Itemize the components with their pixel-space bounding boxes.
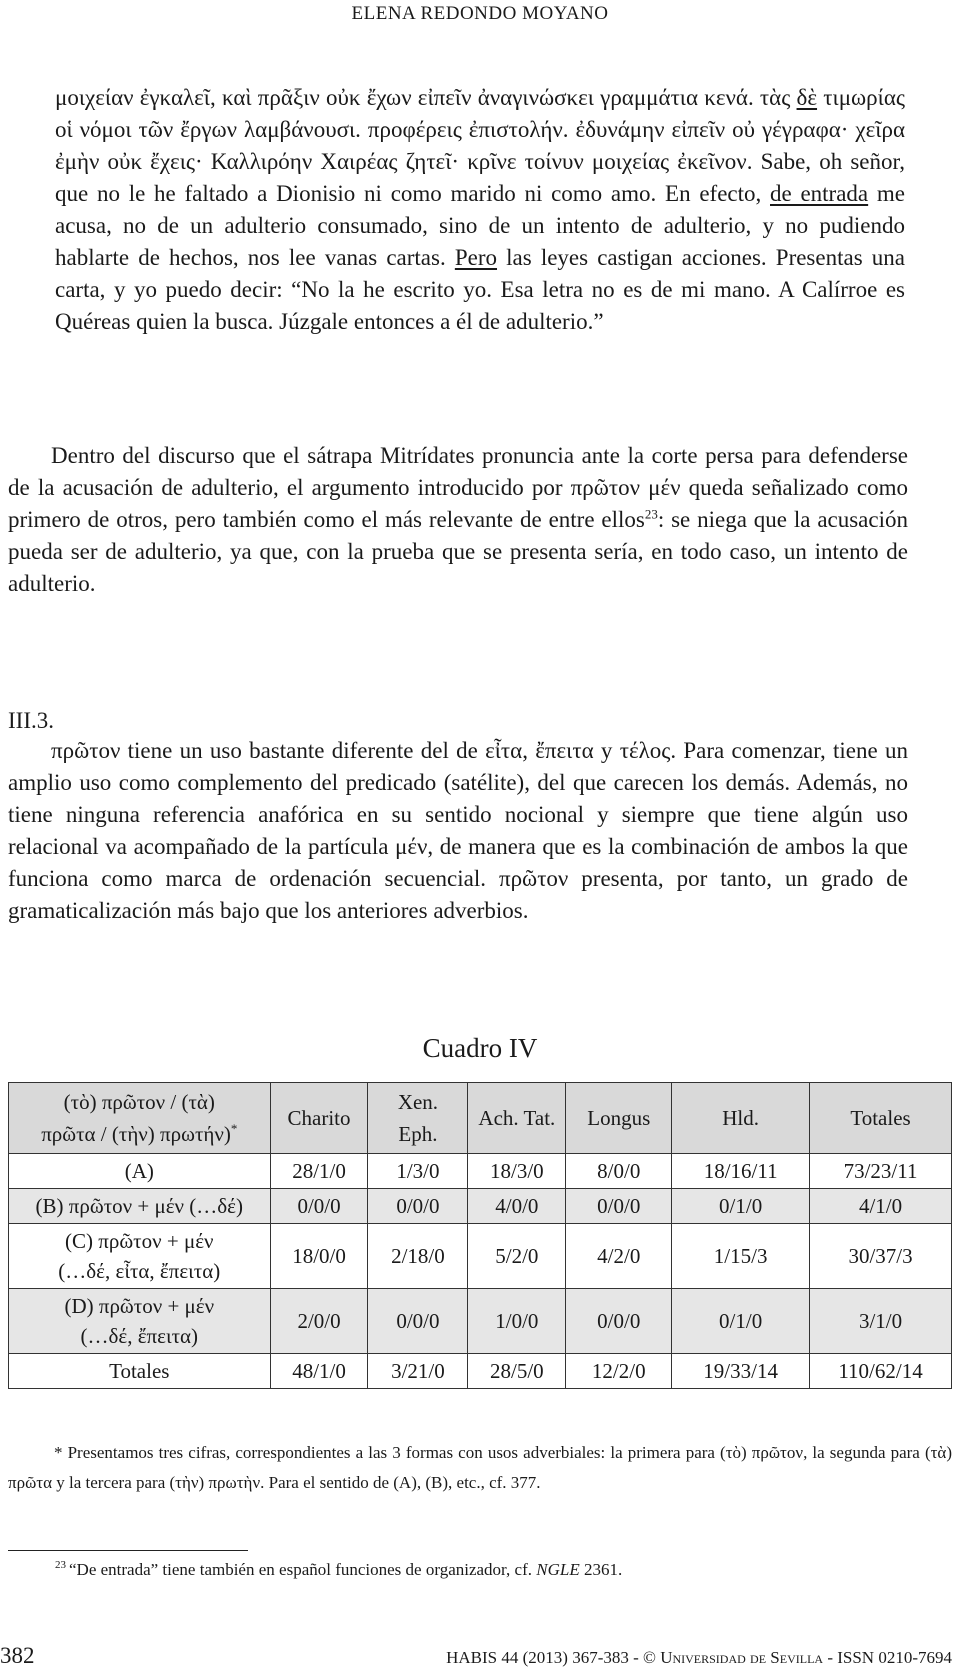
table-cell: 18/0/0 bbox=[270, 1224, 368, 1289]
row-label: (C) πρῶτον + μέν (…δέ, εἶτα, ἔπειτα) bbox=[9, 1224, 271, 1289]
quote-segment: τιμωρίας οἱ νόμοι τῶν ἔργων λαμβάνουσι. προφέρεις ἐπιστολήν. ἐδυνάμην εἰπεῖν οὐ γέγραφα· χεῖρα ἐμὴν οὐκ ἔχεις· Καλλιρόην Χαιρέας ζητεῖ· κρῖνε τοίνυν μοιχείας ἐκεῖνον. Sabe, oh señor, que no le he faltado a Dionisio ni como marido ni como amo. En efecto, bbox=[55, 85, 905, 206]
underlined-word: Pero bbox=[454, 245, 498, 270]
body-paragraph-2: πρῶτον tiene un uso bastante diferente del de εἶτα, ἔπειτα y τέλος. Para comenzar, tiene un amplio uso como complemento del predicado (satélite), del que carecen los demás. Además, no tiene ninguna referencia anafórica en su sentido nocional y siempre que tiene algún uso relacional va acompañado de la partícula μέν, de manera que es la combinación de ambos la que funciona como marca de ordenación secuencial. πρῶτον presenta, por tanto, un grado de gramaticalización más bajo que los anteriores adverbios. bbox=[8, 738, 908, 923]
table-cell: 0/0/0 bbox=[566, 1289, 672, 1354]
footnote-divider bbox=[8, 1550, 248, 1551]
footnote: $^{23}$ “De entrada” tiene también en español funciones de organizador, cf. NGLE 2361. bbox=[55, 1559, 623, 1579]
footnote-reference[interactable]: 23 bbox=[644, 506, 658, 522]
table-cell: 1/3/0 bbox=[368, 1154, 468, 1189]
table-cell: 18/16/11 bbox=[672, 1154, 810, 1189]
quote-text bbox=[55, 82, 905, 338]
table-cell: 0/1/0 bbox=[672, 1189, 810, 1224]
table-cell: 4/0/0 bbox=[468, 1189, 566, 1224]
table-row bbox=[9, 1224, 952, 1289]
underlined-particle: δὲ bbox=[796, 85, 818, 110]
table-cell: 0/0/0 bbox=[566, 1189, 672, 1224]
table-cell: 110/62/14 bbox=[810, 1354, 952, 1389]
table-cell: 0/1/0 bbox=[672, 1289, 810, 1354]
quote-segment: las leyes castigan acciones. Presentas una carta, y yo puedo decir: “No la he escrito yo. Esa letra no es de mi mano. A Calírroe es Quéreas quien la busca. Júzgale entonces a él de adulterio.” bbox=[55, 245, 905, 334]
header-cell-xen-eph: Xen. Eph. bbox=[368, 1083, 468, 1154]
table-cell: 18/3/0 bbox=[468, 1154, 566, 1189]
row-label: (A) bbox=[9, 1154, 271, 1189]
table-cell: 2/0/0 bbox=[270, 1289, 368, 1354]
header-cell-form: (τὸ) πρῶτον / (τὰ) πρῶτα / (τὴν) πρωτήν)* bbox=[9, 1083, 271, 1154]
table-cell: 73/23/11 bbox=[810, 1154, 952, 1189]
table-cell: 4/2/0 bbox=[566, 1224, 672, 1289]
row-label: (B) πρῶτον + μέν (…δέ) bbox=[9, 1189, 271, 1224]
table-cell: 5/2/0 bbox=[468, 1224, 566, 1289]
table-cell: 12/2/0 bbox=[566, 1354, 672, 1389]
underlined-phrase: de entrada bbox=[770, 181, 869, 206]
footnote-number: 23 bbox=[55, 1559, 66, 1572]
header-cell-ach-tat: Ach. Tat. bbox=[468, 1083, 566, 1154]
footnote-italic: NGLE bbox=[536, 1560, 580, 1579]
row-label: Totales bbox=[9, 1354, 271, 1389]
table-cell: 0/0/0 bbox=[368, 1289, 468, 1354]
table-caption: Cuadro IV bbox=[422, 1033, 538, 1063]
table-cell: 0/0/0 bbox=[270, 1189, 368, 1224]
paragraph-text: Dentro del discurso que el sátrapa Mitrídates pronuncia ante la corte persa para defenderse de la acusación de adulterio, el argumento introducido por πρῶτον μέν queda señalizado como primero de otros, pero también como el más relevante de entre ellos bbox=[8, 443, 908, 532]
block-quote bbox=[55, 82, 905, 338]
body-paragraph-1 bbox=[8, 440, 908, 600]
table-row bbox=[9, 1189, 952, 1224]
header-cell-longus: Longus bbox=[566, 1083, 672, 1154]
table-cell: 3/21/0 bbox=[368, 1354, 468, 1389]
table-row bbox=[9, 1289, 952, 1354]
table-cell: 1/15/3 bbox=[672, 1224, 810, 1289]
table-header-row bbox=[9, 1083, 952, 1154]
table-cell: 3/1/0 bbox=[810, 1289, 952, 1354]
quote-segment: μοιχείαν ἐγκαλεῖ, καὶ πρᾶξιν οὐκ ἔχων εἰπεῖν ἀναγινώσκει γραμμάτια κενά. τὰς bbox=[55, 85, 797, 110]
page-footer bbox=[0, 1640, 960, 1672]
table-cell: 30/37/3 bbox=[810, 1224, 952, 1289]
table-cell: 8/0/0 bbox=[566, 1154, 672, 1189]
table-cell: 28/1/0 bbox=[270, 1154, 368, 1189]
table-row-totals bbox=[9, 1354, 952, 1389]
header-cell-totales: Totales bbox=[810, 1083, 952, 1154]
table-note-marker: * bbox=[230, 1121, 238, 1136]
running-head: ELENA REDONDO MOYANO bbox=[351, 3, 609, 24]
table-row bbox=[9, 1154, 952, 1189]
header-cell-hld: Hld. bbox=[672, 1083, 810, 1154]
header-cell-charito: Charito bbox=[270, 1083, 368, 1154]
table-cell: 28/5/0 bbox=[468, 1354, 566, 1389]
page-number: 382 bbox=[0, 1643, 35, 1668]
table-cell: 1/0/0 bbox=[468, 1289, 566, 1354]
table-cell: 48/1/0 bbox=[270, 1354, 368, 1389]
table-cell: 19/33/14 bbox=[672, 1354, 810, 1389]
row-label: (D) πρῶτον + μέν (…δέ, ἔπειτα) bbox=[9, 1289, 271, 1354]
table-cell: 4/1/0 bbox=[810, 1189, 952, 1224]
journal-citation: HABIS 44 (2013) 367-383 - © Universidad de Sevilla - ISSN 0210-7694 bbox=[446, 1648, 952, 1667]
data-table bbox=[8, 1082, 952, 1389]
table-note: * Presentamos tres cifras, correspondientes a las 3 formas con usos adverbiales: la primera para (τὸ) πρῶτον, la segunda para (τὰ) πρῶτα y la tercera para (τὴν) πρωτὴν. Para el sentido de (A), (B), etc., cf. 377. bbox=[8, 1443, 952, 1492]
table-cell: 2/18/0 bbox=[368, 1224, 468, 1289]
section-number: III.3. bbox=[8, 708, 54, 733]
table-cell: 0/0/0 bbox=[368, 1189, 468, 1224]
paragraph-text: : se niega que la acusación pueda ser de adulterio, ya que, con la prueba que se presenta sería, en todo caso, un intento de adulterio. bbox=[8, 507, 908, 596]
quote-segment: me acusa, no de un adulterio consumado, sino de un intento de adulterio, y no pudiendo hablarte de hechos, nos lee vanas cartas. bbox=[55, 181, 905, 270]
